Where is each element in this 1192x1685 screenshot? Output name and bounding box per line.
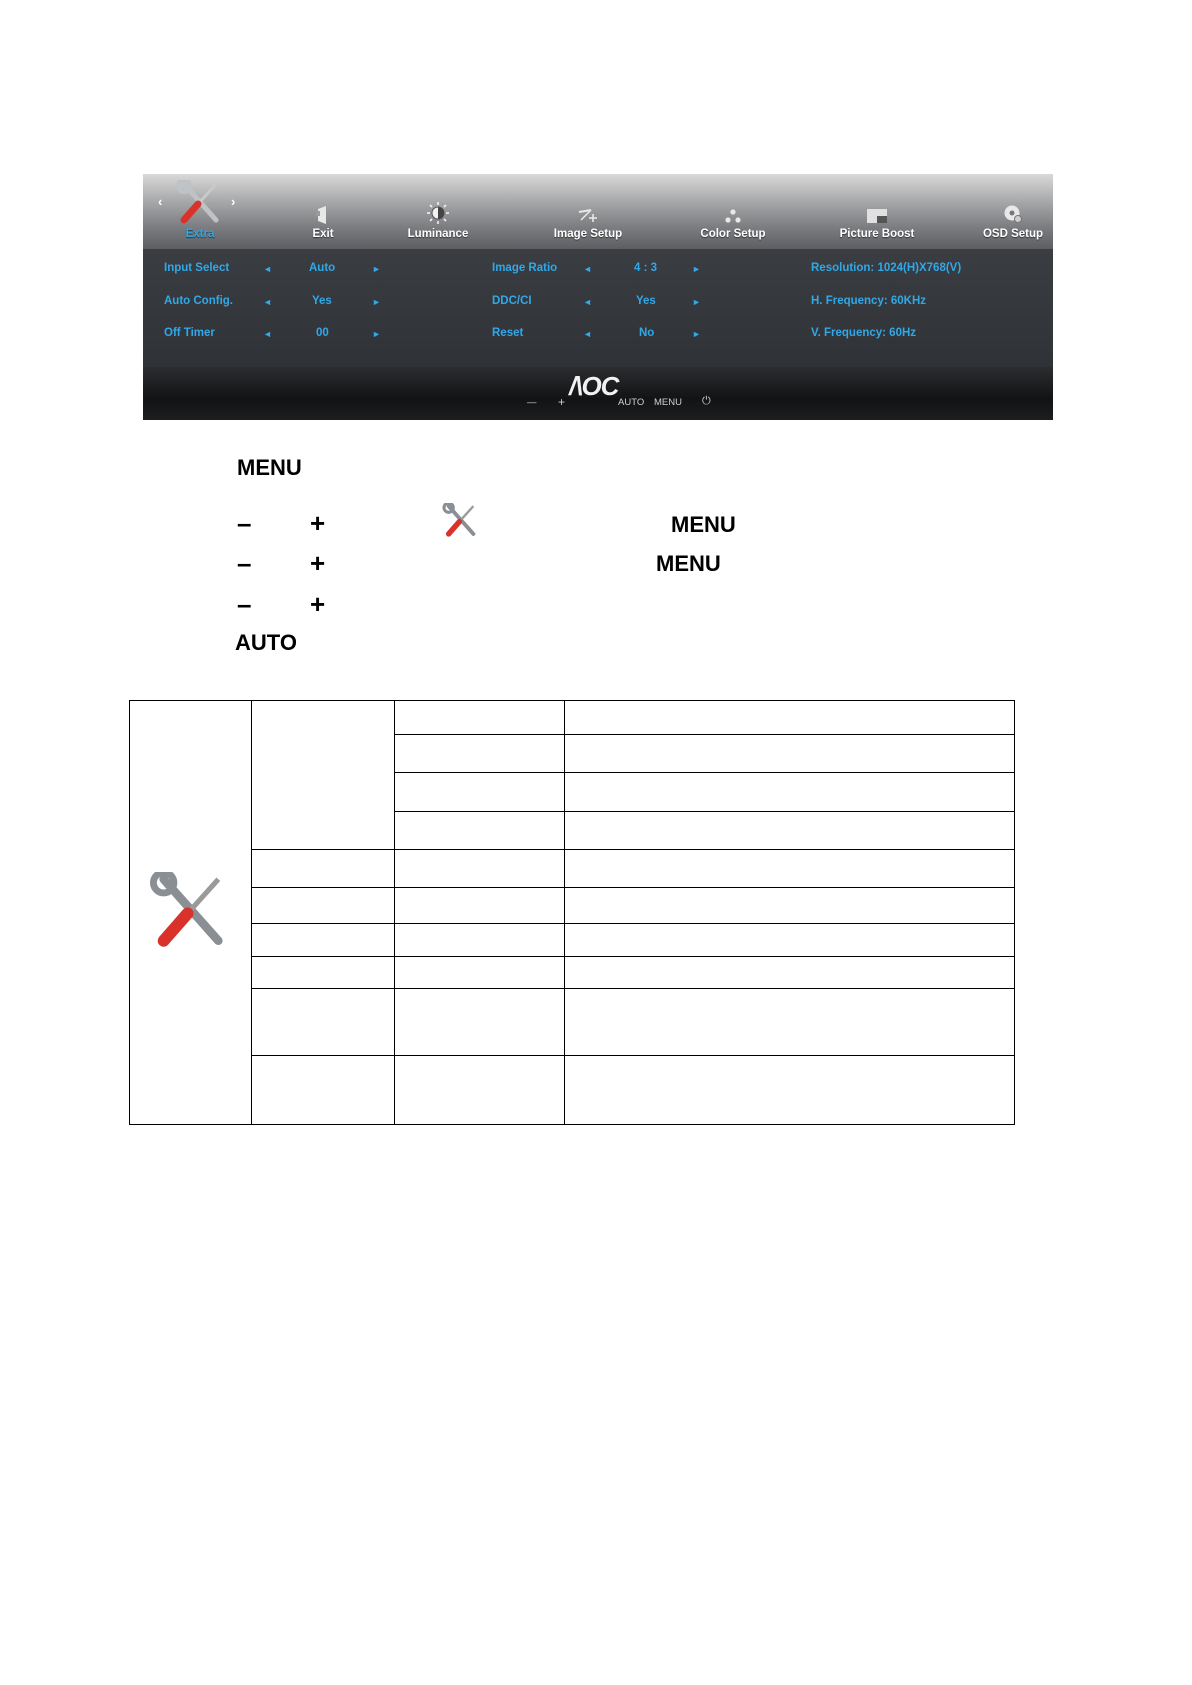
setting-label-ddc-ci: DDC/CI — [492, 295, 532, 307]
setting-value-image-ratio: 4 : 3 — [634, 262, 658, 274]
osd-settings-panel — [143, 249, 1053, 367]
bezel-plus-button[interactable]: + — [558, 395, 566, 409]
decrease-arrow-icon[interactable]: ◄ — [583, 297, 592, 307]
table-row — [130, 888, 1015, 924]
color-dots-icon — [724, 208, 742, 224]
table-cell — [395, 812, 565, 850]
osd-tab-luminance[interactable]: Luminance — [398, 174, 478, 249]
decrease-arrow-icon[interactable]: ◄ — [583, 329, 592, 339]
function-table — [129, 700, 1015, 1125]
tools-icon — [176, 180, 224, 224]
table-cell — [252, 924, 395, 957]
instruction-plus-key: + — [310, 508, 326, 538]
table-cell — [395, 924, 565, 957]
table-cell — [252, 888, 395, 924]
table-row — [130, 924, 1015, 957]
increase-arrow-icon[interactable]: ► — [692, 297, 701, 307]
osd-tab-bar — [143, 174, 1053, 249]
osd-left-arrow-icon[interactable]: ‹ — [158, 194, 163, 209]
decrease-arrow-icon[interactable]: ◄ — [263, 264, 272, 274]
setting-value-ddc-ci: Yes — [636, 295, 656, 307]
decrease-arrow-icon[interactable]: ◄ — [263, 329, 272, 339]
increase-arrow-icon[interactable]: ► — [372, 329, 381, 339]
table-cell — [395, 701, 565, 735]
table-row — [130, 957, 1015, 989]
table-cell — [395, 850, 565, 888]
table-cell — [395, 1056, 565, 1125]
table-cell — [565, 888, 1015, 924]
exit-door-icon — [316, 206, 330, 224]
tools-icon — [150, 872, 232, 948]
table-cell — [565, 957, 1015, 989]
table-cell — [252, 989, 395, 1056]
decrease-arrow-icon[interactable]: ◄ — [263, 297, 272, 307]
table-cell — [565, 850, 1015, 888]
table-cell — [565, 924, 1015, 957]
table-row — [130, 850, 1015, 888]
instruction-plus-key: + — [310, 548, 326, 578]
table-cell — [565, 989, 1015, 1056]
osd-tab-osd-setup[interactable]: OSD Setup — [973, 174, 1053, 249]
instruction-auto-key: AUTO — [235, 630, 297, 655]
instruction-menu-key: MENU — [656, 551, 721, 576]
instruction-menu-key: MENU — [237, 455, 302, 480]
setting-value-off-timer: 00 — [316, 327, 329, 339]
osd-tab-color-setup[interactable]: Color Setup — [688, 174, 778, 249]
table-cell — [565, 773, 1015, 812]
table-row — [130, 701, 1015, 735]
setting-label-off-timer: Off Timer — [164, 327, 215, 339]
table-cell — [395, 888, 565, 924]
table-cell — [395, 989, 565, 1056]
table-cell — [565, 735, 1015, 773]
bezel-auto-button[interactable]: AUTO — [618, 397, 645, 408]
increase-arrow-icon[interactable]: ► — [692, 264, 701, 274]
image-setup-icon — [577, 208, 599, 224]
osd-tab-picture-boost[interactable]: Picture Boost — [827, 174, 927, 249]
table-cell — [252, 850, 395, 888]
osd-tab-image-setup[interactable]: Image Setup — [543, 174, 633, 249]
instruction-minus-key: – — [237, 589, 252, 619]
setting-label-input-select: Input Select — [164, 262, 230, 274]
bezel-menu-button[interactable]: MENU — [654, 397, 682, 408]
instruction-minus-key: – — [237, 508, 252, 538]
table-cell — [252, 1056, 395, 1125]
instruction-menu-key: MENU — [671, 512, 736, 537]
increase-arrow-icon[interactable]: ► — [372, 264, 381, 274]
setting-value-input-select: Auto — [309, 262, 336, 274]
table-cell — [395, 773, 565, 812]
monitor-bezel — [143, 367, 1053, 420]
instruction-plus-key: + — [310, 589, 326, 619]
setting-value-reset: No — [639, 327, 655, 339]
table-row — [130, 1056, 1015, 1125]
setting-label-auto-config: Auto Config. — [164, 295, 233, 307]
tools-icon — [442, 503, 480, 537]
table-cell — [395, 735, 565, 773]
setting-label-reset: Reset — [492, 327, 524, 339]
bezel-power-button[interactable]: ⏻ — [702, 395, 711, 407]
info-resolution: Resolution: 1024(H)X768(V) — [811, 262, 962, 274]
table-cell — [252, 957, 395, 989]
bezel-minus-button[interactable]: — — [527, 397, 537, 408]
table-cell — [565, 1056, 1015, 1125]
osd-tab-extra[interactable]: Extra — [165, 174, 235, 249]
setting-value-auto-config: Yes — [312, 295, 332, 307]
info-h-frequency: H. Frequency: 60KHz — [811, 295, 927, 307]
table-cell — [565, 701, 1015, 735]
instruction-minus-key: – — [237, 548, 252, 578]
increase-arrow-icon[interactable]: ► — [692, 329, 701, 339]
setting-label-image-ratio: Image Ratio — [492, 262, 558, 274]
aoc-logo: /\OC — [569, 371, 619, 401]
osd-screenshot — [143, 174, 1053, 420]
osd-disc-icon — [1003, 204, 1023, 224]
increase-arrow-icon[interactable]: ► — [372, 297, 381, 307]
table-cell — [395, 957, 565, 989]
info-v-frequency: V. Frequency: 60Hz — [811, 327, 917, 339]
osd-tab-exit[interactable]: Exit — [293, 174, 353, 249]
table-row — [130, 989, 1015, 1056]
sun-icon — [426, 202, 450, 224]
table-icon-cell — [130, 701, 252, 1125]
table-cell — [252, 701, 395, 850]
picture-boost-icon — [866, 208, 888, 224]
table-cell — [565, 812, 1015, 850]
osd-right-arrow-icon[interactable]: › — [231, 194, 236, 209]
decrease-arrow-icon[interactable]: ◄ — [583, 264, 592, 274]
